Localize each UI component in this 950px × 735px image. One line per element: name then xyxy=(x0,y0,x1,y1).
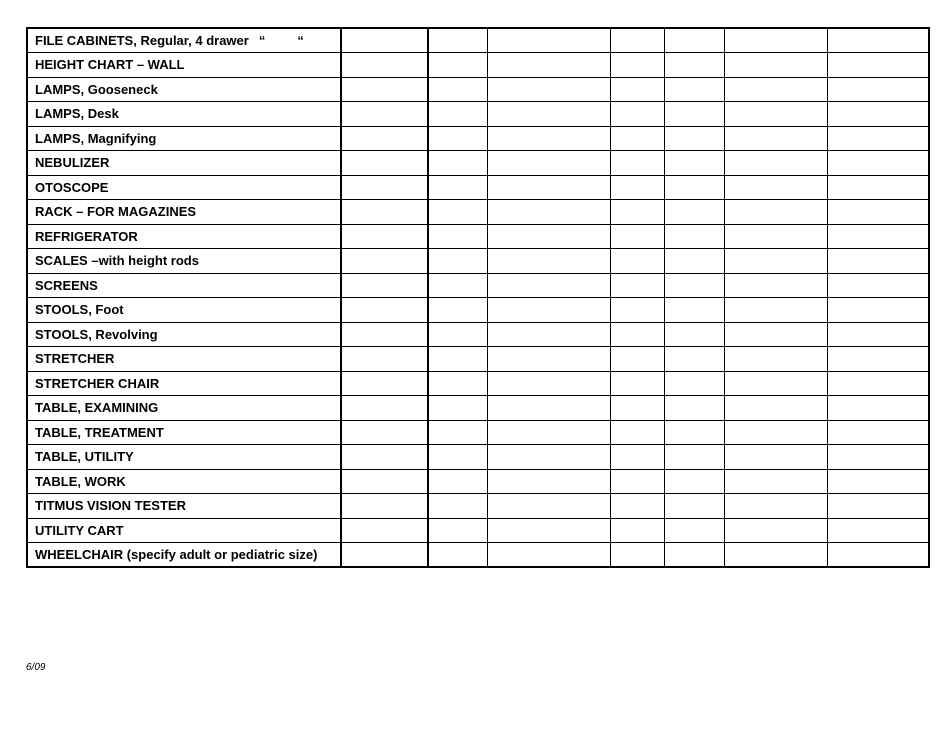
blank-entry-cell xyxy=(610,494,664,519)
blank-entry-cell xyxy=(827,224,929,249)
blank-entry-cell xyxy=(341,543,428,568)
table-row xyxy=(27,102,929,127)
blank-entry-cell xyxy=(664,445,724,470)
item-label: TABLE, UTILITY xyxy=(35,449,134,465)
blank-entry-cell xyxy=(341,53,428,78)
blank-entry-cell xyxy=(341,175,428,200)
blank-entry-cell xyxy=(664,543,724,568)
item-label: WHEELCHAIR (specify adult or pediatric size) xyxy=(35,547,318,562)
blank-entry-cell xyxy=(827,371,929,396)
blank-entry-cell xyxy=(487,126,610,151)
blank-entry-cell xyxy=(724,77,827,102)
item-label: TITMUS VISION TESTER xyxy=(35,498,186,514)
blank-entry-cell xyxy=(341,77,428,102)
blank-entry-cell xyxy=(664,494,724,519)
blank-entry-cell xyxy=(827,543,929,568)
blank-entry-cell xyxy=(610,151,664,176)
blank-entry-cell xyxy=(487,347,610,372)
blank-entry-cell xyxy=(428,347,487,372)
blank-entry-cell xyxy=(487,371,610,396)
blank-entry-cell xyxy=(724,298,827,323)
blank-entry-cell xyxy=(428,371,487,396)
blank-entry-cell xyxy=(487,469,610,494)
item-label: TABLE, EXAMINING xyxy=(35,400,159,416)
blank-entry-cell xyxy=(827,518,929,543)
item-label: STOOLS, Revolving xyxy=(35,326,158,342)
ditto-mark: “ xyxy=(297,33,304,48)
blank-entry-cell xyxy=(428,151,487,176)
blank-entry-cell xyxy=(610,420,664,445)
item-label: FILE CABINETS, Regular, 4 drawer xyxy=(35,33,249,48)
blank-entry-cell xyxy=(341,28,428,53)
blank-entry-cell xyxy=(487,175,610,200)
blank-entry-cell xyxy=(610,224,664,249)
table-row xyxy=(27,53,929,78)
blank-entry-cell xyxy=(428,175,487,200)
blank-entry-cell xyxy=(827,53,929,78)
item-label: HEIGHT CHART – WALL xyxy=(35,57,185,73)
blank-entry-cell xyxy=(724,53,827,78)
table-row xyxy=(27,445,929,470)
item-label-cell xyxy=(27,396,341,421)
item-label-cell xyxy=(27,420,341,445)
table-row xyxy=(27,28,929,53)
item-label: STRETCHER CHAIR xyxy=(35,375,160,391)
table-row xyxy=(27,224,929,249)
blank-entry-cell xyxy=(428,469,487,494)
table-row xyxy=(27,151,929,176)
blank-entry-cell xyxy=(827,494,929,519)
blank-entry-cell xyxy=(341,420,428,445)
table-row xyxy=(27,347,929,372)
equipment-inventory-table xyxy=(26,27,930,568)
item-label: STOOLS, Foot xyxy=(35,302,124,318)
blank-entry-cell xyxy=(724,371,827,396)
blank-entry-cell xyxy=(341,445,428,470)
blank-entry-cell xyxy=(664,371,724,396)
item-label-cell xyxy=(27,298,341,323)
blank-entry-cell xyxy=(610,273,664,298)
blank-entry-cell xyxy=(487,494,610,519)
blank-entry-cell xyxy=(664,518,724,543)
blank-entry-cell xyxy=(827,322,929,347)
item-label: STRETCHER xyxy=(35,351,115,367)
blank-entry-cell xyxy=(724,469,827,494)
blank-entry-cell xyxy=(487,420,610,445)
blank-entry-cell xyxy=(487,445,610,470)
blank-entry-cell xyxy=(341,371,428,396)
blank-entry-cell xyxy=(827,298,929,323)
blank-entry-cell xyxy=(428,298,487,323)
item-label-cell xyxy=(27,53,341,78)
table-row xyxy=(27,543,929,568)
blank-entry-cell xyxy=(341,494,428,519)
table-row xyxy=(27,494,929,519)
blank-entry-cell xyxy=(724,518,827,543)
blank-entry-cell xyxy=(487,322,610,347)
blank-entry-cell xyxy=(428,28,487,53)
blank-entry-cell xyxy=(724,102,827,127)
blank-entry-cell xyxy=(341,224,428,249)
ditto-marks xyxy=(259,33,304,48)
blank-entry-cell xyxy=(341,273,428,298)
item-label: LAMPS, Gooseneck xyxy=(35,81,158,97)
table-row xyxy=(27,200,929,225)
blank-entry-cell xyxy=(664,53,724,78)
blank-entry-cell xyxy=(487,53,610,78)
blank-entry-cell xyxy=(610,126,664,151)
blank-entry-cell xyxy=(724,347,827,372)
blank-entry-cell xyxy=(487,151,610,176)
blank-entry-cell xyxy=(664,77,724,102)
blank-entry-cell xyxy=(827,77,929,102)
blank-entry-cell xyxy=(341,322,428,347)
blank-entry-cell xyxy=(610,322,664,347)
table-row xyxy=(27,518,929,543)
table-row xyxy=(27,273,929,298)
blank-entry-cell xyxy=(827,175,929,200)
blank-entry-cell xyxy=(487,77,610,102)
item-label-cell xyxy=(27,102,341,127)
blank-entry-cell xyxy=(487,249,610,274)
blank-entry-cell xyxy=(610,445,664,470)
blank-entry-cell xyxy=(724,126,827,151)
blank-entry-cell xyxy=(341,396,428,421)
table-row xyxy=(27,396,929,421)
blank-entry-cell xyxy=(428,77,487,102)
item-label: SCALES –with height rods xyxy=(35,253,199,269)
blank-entry-cell xyxy=(664,249,724,274)
blank-entry-cell xyxy=(610,249,664,274)
blank-entry-cell xyxy=(487,518,610,543)
item-label-cell xyxy=(27,28,341,53)
blank-entry-cell xyxy=(827,200,929,225)
blank-entry-cell xyxy=(724,543,827,568)
blank-entry-cell xyxy=(724,151,827,176)
blank-entry-cell xyxy=(664,298,724,323)
blank-entry-cell xyxy=(610,298,664,323)
blank-entry-cell xyxy=(428,396,487,421)
blank-entry-cell xyxy=(428,518,487,543)
blank-entry-cell xyxy=(724,200,827,225)
blank-entry-cell xyxy=(428,420,487,445)
blank-entry-cell xyxy=(724,396,827,421)
blank-entry-cell xyxy=(341,200,428,225)
blank-entry-cell xyxy=(487,396,610,421)
blank-entry-cell xyxy=(487,224,610,249)
blank-entry-cell xyxy=(610,371,664,396)
blank-entry-cell xyxy=(664,175,724,200)
item-label-cell xyxy=(27,518,341,543)
item-label-cell xyxy=(27,126,341,151)
blank-entry-cell xyxy=(428,273,487,298)
item-label: NEBULIZER xyxy=(35,155,110,171)
item-label-cell xyxy=(27,371,341,396)
blank-entry-cell xyxy=(724,420,827,445)
blank-entry-cell xyxy=(664,322,724,347)
blank-entry-cell xyxy=(664,396,724,421)
blank-entry-cell xyxy=(827,151,929,176)
table-row xyxy=(27,77,929,102)
item-label: UTILITY CART xyxy=(35,522,124,538)
blank-entry-cell xyxy=(664,200,724,225)
table-row xyxy=(27,249,929,274)
blank-entry-cell xyxy=(341,249,428,274)
item-label-cell xyxy=(27,249,341,274)
blank-entry-cell xyxy=(428,494,487,519)
item-label-cell xyxy=(27,469,341,494)
blank-entry-cell xyxy=(724,494,827,519)
blank-entry-cell xyxy=(827,347,929,372)
item-label-cell xyxy=(27,322,341,347)
blank-entry-cell xyxy=(664,126,724,151)
blank-entry-cell xyxy=(428,322,487,347)
blank-entry-cell xyxy=(610,543,664,568)
blank-entry-cell xyxy=(664,420,724,445)
blank-entry-cell xyxy=(724,322,827,347)
blank-entry-cell xyxy=(341,126,428,151)
table-row xyxy=(27,469,929,494)
blank-entry-cell xyxy=(664,28,724,53)
blank-entry-cell xyxy=(428,445,487,470)
table-row xyxy=(27,420,929,445)
blank-entry-cell xyxy=(827,469,929,494)
blank-entry-cell xyxy=(610,28,664,53)
blank-entry-cell xyxy=(664,102,724,127)
item-label: REFRIGERATOR xyxy=(35,228,138,244)
table-row xyxy=(27,322,929,347)
table-row xyxy=(27,175,929,200)
item-label-cell xyxy=(27,543,341,568)
blank-entry-cell xyxy=(610,469,664,494)
item-label: TABLE, WORK xyxy=(35,473,126,489)
blank-entry-cell xyxy=(487,543,610,568)
item-label: LAMPS, Magnifying xyxy=(35,130,157,146)
blank-entry-cell xyxy=(487,298,610,323)
blank-entry-cell xyxy=(610,347,664,372)
blank-entry-cell xyxy=(664,273,724,298)
blank-entry-cell xyxy=(610,200,664,225)
item-label-cell xyxy=(27,347,341,372)
blank-entry-cell xyxy=(827,249,929,274)
table-row xyxy=(27,371,929,396)
blank-entry-cell xyxy=(428,53,487,78)
blank-entry-cell xyxy=(724,249,827,274)
blank-entry-cell xyxy=(487,28,610,53)
blank-entry-cell xyxy=(428,102,487,127)
blank-entry-cell xyxy=(610,396,664,421)
blank-entry-cell xyxy=(610,175,664,200)
item-label-cell xyxy=(27,151,341,176)
blank-entry-cell xyxy=(724,175,827,200)
item-label-cell xyxy=(27,494,341,519)
item-label-cell xyxy=(27,200,341,225)
blank-entry-cell xyxy=(428,249,487,274)
item-label-cell xyxy=(27,273,341,298)
item-label-cell xyxy=(27,175,341,200)
blank-entry-cell xyxy=(341,347,428,372)
blank-entry-cell xyxy=(664,469,724,494)
blank-entry-cell xyxy=(827,28,929,53)
blank-entry-cell xyxy=(341,102,428,127)
blank-entry-cell xyxy=(487,102,610,127)
blank-entry-cell xyxy=(827,445,929,470)
blank-entry-cell xyxy=(610,53,664,78)
item-label: SCREENS xyxy=(35,277,98,293)
blank-entry-cell xyxy=(428,200,487,225)
item-label: TABLE, TREATMENT xyxy=(35,424,164,440)
blank-entry-cell xyxy=(724,445,827,470)
blank-entry-cell xyxy=(610,77,664,102)
blank-entry-cell xyxy=(664,224,724,249)
item-label: OTOSCOPE xyxy=(35,179,109,195)
table-row xyxy=(27,298,929,323)
blank-entry-cell xyxy=(827,420,929,445)
blank-entry-cell xyxy=(724,273,827,298)
footer-date: 6/09 xyxy=(26,662,46,673)
ditto-mark: “ xyxy=(258,33,266,48)
blank-entry-cell xyxy=(724,28,827,53)
blank-entry-cell xyxy=(341,298,428,323)
blank-entry-cell xyxy=(827,273,929,298)
item-label: LAMPS, Desk xyxy=(35,106,119,122)
blank-entry-cell xyxy=(487,273,610,298)
table-body xyxy=(27,28,929,567)
blank-entry-cell xyxy=(610,518,664,543)
item-label: RACK – FOR MAGAZINES xyxy=(35,204,197,220)
blank-entry-cell xyxy=(428,126,487,151)
blank-entry-cell xyxy=(428,543,487,568)
blank-entry-cell xyxy=(610,102,664,127)
blank-entry-cell xyxy=(724,224,827,249)
blank-entry-cell xyxy=(664,151,724,176)
blank-entry-cell xyxy=(827,396,929,421)
blank-entry-cell xyxy=(341,469,428,494)
blank-entry-cell xyxy=(341,518,428,543)
item-label-cell xyxy=(27,445,341,470)
item-label-cell xyxy=(27,77,341,102)
blank-entry-cell xyxy=(487,200,610,225)
blank-entry-cell xyxy=(827,126,929,151)
table-row xyxy=(27,126,929,151)
blank-entry-cell xyxy=(341,151,428,176)
blank-entry-cell xyxy=(428,224,487,249)
blank-entry-cell xyxy=(664,347,724,372)
item-label-cell xyxy=(27,224,341,249)
blank-entry-cell xyxy=(827,102,929,127)
